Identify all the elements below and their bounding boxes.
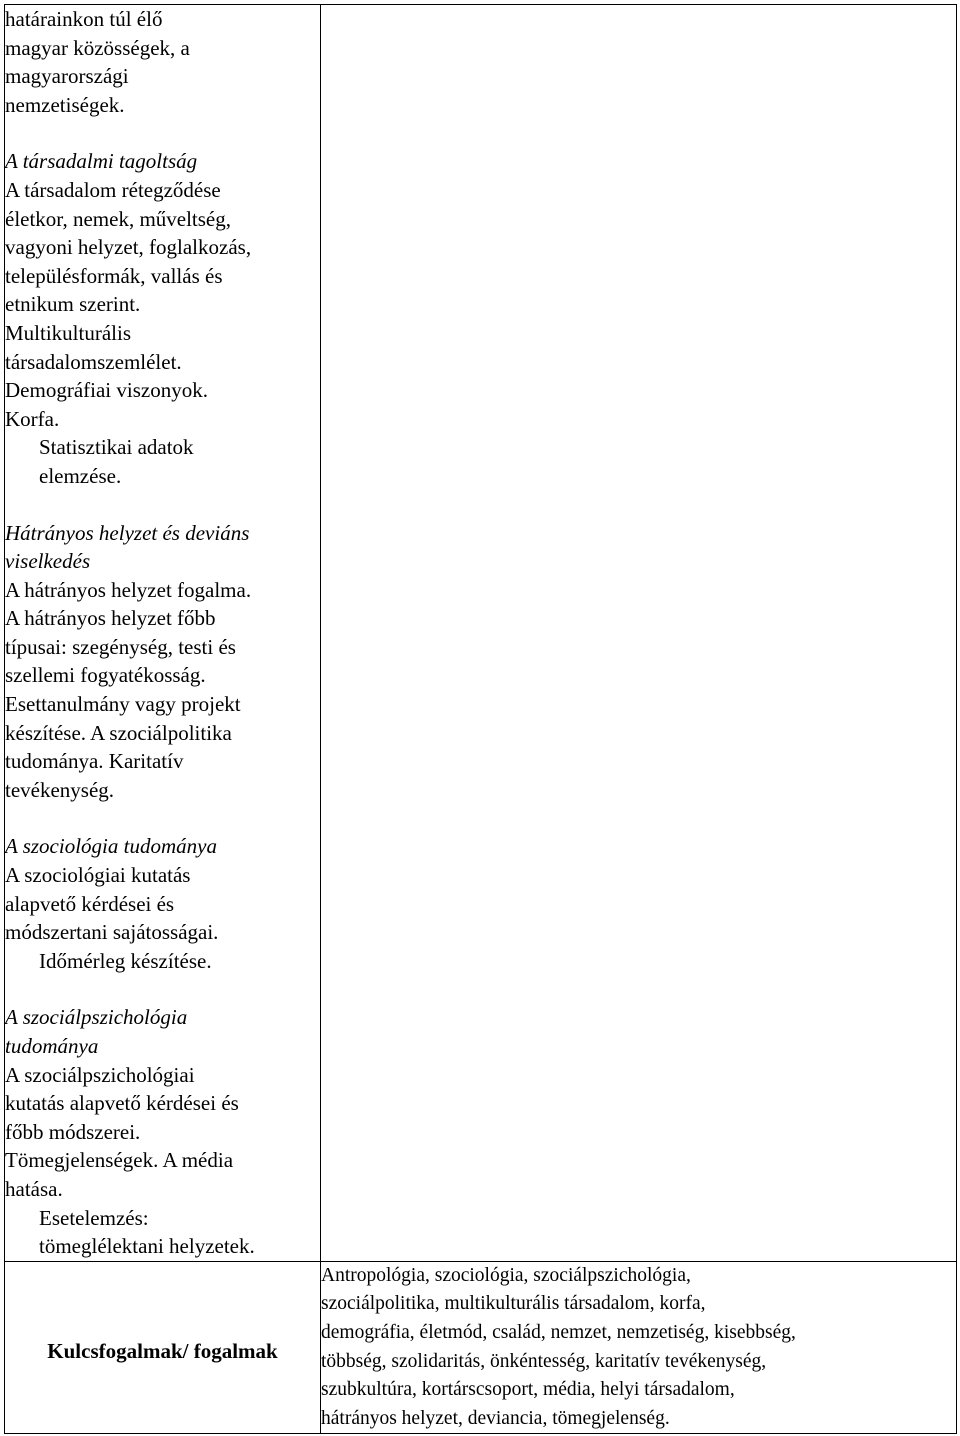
topics-cell <box>5 5 321 1262</box>
text-line: életkor, nemek, műveltség, <box>5 206 232 231</box>
text-line: Korfa. <box>5 406 60 431</box>
text-line: határainkon túl élő <box>5 7 163 31</box>
activity-line: elemzése. <box>39 463 122 488</box>
activity-line: Időmérleg készítése. <box>39 948 212 973</box>
text-line: alapvető kérdései és <box>5 891 175 916</box>
text-line: szellemi fogyatékosság. <box>5 663 206 688</box>
text-line: tudománya. Karitatív <box>5 749 184 774</box>
text-line: A társadalom rétegződése <box>5 177 221 202</box>
keywords-label-cell <box>5 1261 321 1434</box>
section-heading: tudománya <box>5 1034 99 1058</box>
keywords-line: hátrányos helyzet, deviancia, tömegjelenség. <box>321 1407 670 1429</box>
keywords-row <box>5 1261 957 1434</box>
section-sociology <box>5 832 320 975</box>
text-line: típusai: szegénység, testi és <box>5 634 236 659</box>
activity-line: tömeglélektani helyzetek. <box>39 1234 255 1259</box>
text-line: magyarországi <box>5 64 129 89</box>
section-heading: Hátrányos helyzet és deviáns <box>5 520 250 545</box>
text-line: Tömegjelenségek. A média <box>5 1148 234 1173</box>
section-heading: A szociálpszichológia <box>5 1005 188 1030</box>
section-social-psychology <box>5 1003 320 1260</box>
keywords-line: többség, szolidaritás, önkéntesség, karitatív tevékenység, <box>321 1350 767 1372</box>
text-line: A hátrányos helyzet főbb <box>5 606 216 631</box>
keywords-line: szociálpolitika, multikulturális társadalom, korfa, <box>321 1293 706 1315</box>
text-line: vagyoni helyzet, foglalkozás, <box>5 235 252 260</box>
keywords-line: demográfia, életmód, család, nemzet, nemzetiség, kisebbség, <box>321 1321 796 1343</box>
text-line: településformák, vallás és <box>5 263 223 288</box>
section-social-stratification <box>5 147 320 490</box>
keywords-cell <box>321 1261 957 1434</box>
text-line: hatása. <box>5 1176 63 1201</box>
text-line: A szociálpszichológiai <box>5 1062 195 1087</box>
text-line: főbb módszerei. <box>5 1119 141 1144</box>
empty-cell <box>321 5 957 1262</box>
section-continuation <box>5 5 320 119</box>
text-line: készítése. A szociálpolitika <box>5 720 232 745</box>
section-heading: viselkedés <box>5 549 91 574</box>
text-line: tevékenység. <box>5 777 115 802</box>
activity-line: Esetelemzés: <box>39 1205 149 1230</box>
text-line: társadalomszemlélet. <box>5 349 182 374</box>
content-row <box>5 5 957 1262</box>
text-line: Multikulturális <box>5 320 131 345</box>
section-heading: A társadalmi tagoltság <box>5 149 198 174</box>
text-line: kutatás alapvető kérdései és <box>5 1091 239 1116</box>
section-heading: A szociológia tudománya <box>5 834 217 859</box>
keywords-line: szubkultúra, kortárscsoport, média, helyi társadalom, <box>321 1379 735 1401</box>
keywords-label: Kulcsfogalmak/ fogalmak <box>47 1339 278 1364</box>
text-line: Demográfiai viszonyok. <box>5 378 208 403</box>
text-line: A hátrányos helyzet fogalma. <box>5 577 252 602</box>
text-line: magyar közösségek, a <box>5 35 190 60</box>
text-line: módszertani sajátosságai. <box>5 920 219 945</box>
keywords-line: Antropológia, szociológia, szociálpszichológia, <box>321 1264 691 1286</box>
text-line: A szociológiai kutatás <box>5 863 191 888</box>
section-disadvantaged <box>5 519 320 805</box>
text-line: Esettanulmány vagy projekt <box>5 692 241 717</box>
text-line: nemzetiségek. <box>5 92 125 117</box>
activity-line: Statisztikai adatok <box>39 435 194 460</box>
text-line: etnikum szerint. <box>5 292 141 317</box>
curriculum-table <box>4 4 957 1434</box>
